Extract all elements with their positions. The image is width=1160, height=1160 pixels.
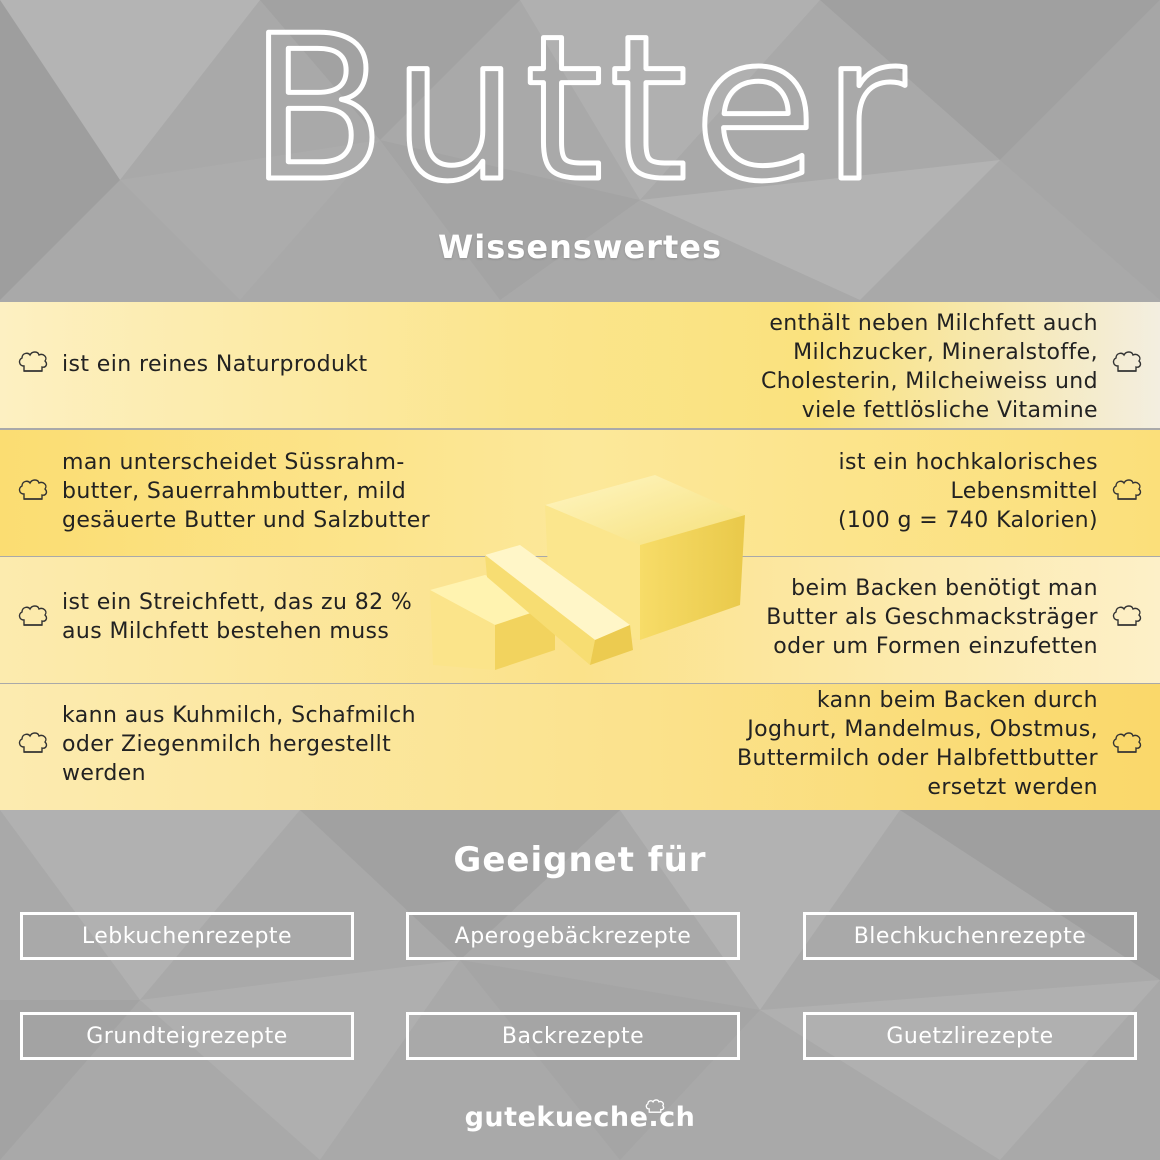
chef-hat-icon: [16, 477, 50, 505]
fact-text: man unterscheidet Süssrahm- butter, Sauerrahmbutter, mild gesäuerte Butter und Salzbutter: [62, 450, 431, 533]
fact-text: ist ein reines Naturprodukt: [62, 352, 368, 377]
chef-hat-icon: [16, 730, 50, 758]
suitable-heading: Geeignet für: [453, 840, 707, 880]
tag-backrezepte[interactable]: Backrezepte: [406, 1012, 740, 1060]
fact-text: kann beim Backen durch Joghurt, Mandelmus, Obstmus, Buttermilch oder Halbfettbutter ersetzt werden: [737, 688, 1098, 800]
tag-grundteigrezepte[interactable]: Grundteigrezepte: [20, 1012, 354, 1060]
chef-hat-icon: [16, 349, 50, 377]
fact-text: kann aus Kuhmilch, Schafmilch oder Ziegenmilch hergestellt werden: [62, 703, 417, 786]
fact-text: ist ein Streichfett, das zu 82 % aus Milchfett bestehen muss: [62, 590, 413, 644]
fact-text: ist ein hochkalorisches Lebensmittel (100 g = 740 Kalorien): [837, 450, 1098, 533]
fact-row3-left: [62, 588, 412, 646]
tag-aperogebaeckrezepte[interactable]: Aperogebäckrezepte: [406, 912, 740, 960]
brand-logo: gutekueche.ch: [464, 1102, 696, 1133]
page-title: [0, 0, 1160, 215]
chef-hat-icon: [1110, 349, 1144, 377]
fact-row4-right: [737, 686, 1098, 802]
chef-hat-icon: [16, 603, 50, 631]
fact-row4-left: [62, 701, 416, 788]
fact-row1-left: [62, 350, 368, 379]
fact-row2-left: [62, 448, 430, 535]
fact-row1-right: [761, 309, 1098, 425]
fact-row2-right: [838, 448, 1098, 535]
chef-hat-icon: [1110, 730, 1144, 758]
tag-lebkuchenrezepte[interactable]: Lebkuchenrezepte: [20, 912, 354, 960]
fact-row3-right: [766, 574, 1098, 661]
butter-block-image: [425, 465, 755, 680]
fact-text: beim Backen benötigt man Butter als Geschmacksträger oder um Formen einzufetten: [766, 576, 1098, 659]
tag-blechkuchenrezepte[interactable]: Blechkuchenrezepte: [803, 912, 1137, 960]
tag-guetzlirezepte[interactable]: Guetzlirezepte: [803, 1012, 1137, 1060]
brand-chef-hat-icon: [644, 1098, 666, 1116]
chef-hat-icon: [1110, 477, 1144, 505]
fact-text: enthält neben Milchfett auch Milchzucker, Mineralstoffe, Cholesterin, Milcheiweiss und viele fettlösliche Vitamine: [760, 311, 1098, 423]
chef-hat-icon: [1110, 603, 1144, 631]
subtitle: Wissenswertes: [438, 228, 722, 266]
svg-text:Butter: Butter: [248, 0, 912, 215]
